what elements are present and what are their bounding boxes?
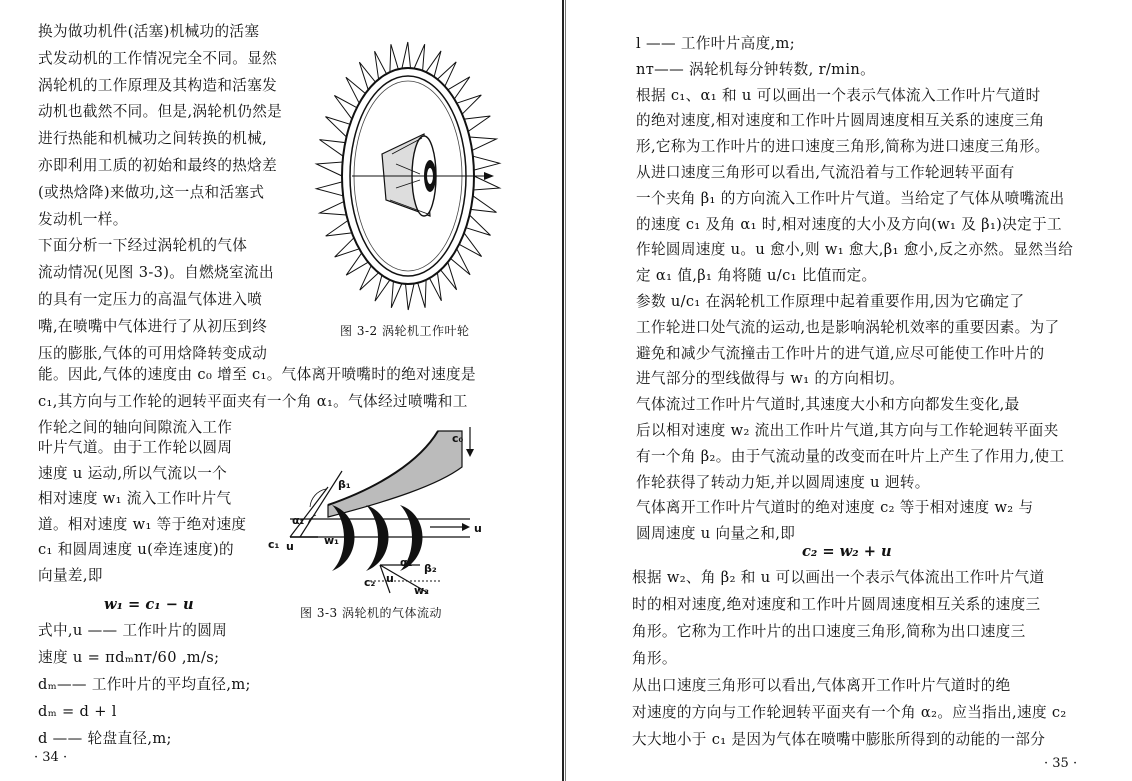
text-line: 角形。它称为工作叶片的出口速度三角形,简称为出口速度三 <box>632 623 1026 640</box>
gas-flow-figure <box>270 425 490 595</box>
text-line: 大大地小于 c₁ 是因为气体在喷嘴中膨胀所得到的动能的一部分 <box>632 731 1046 748</box>
text-line: 进行热能和机械功之间转换的机械, <box>38 130 268 148</box>
text-line: c₁,其方向与工作轮的迥转平面夹有一个角 α₁。气体经过喷嘴和工 <box>38 392 468 410</box>
text-line: 压的膨胀,气体的可用焓降转变成动 <box>38 344 268 362</box>
turbine-blade <box>391 281 402 308</box>
text-line: c₁ 和圆周速度 u(牵连速度)的 <box>38 541 234 558</box>
axis-arrow-icon <box>484 172 494 180</box>
text-line: 作轮之间的轴向间隙流入工作 <box>38 419 233 436</box>
text-line: dₘ = d + l <box>38 703 117 720</box>
text-line: 嘴,在喷嘴中气体进行了从初压到终 <box>38 317 268 335</box>
text-line: 换为做功机件(活塞)机械功的活塞 <box>38 23 260 40</box>
label-u-right: u <box>474 522 482 535</box>
text-line: 后以相对速度 w₂ 流出工作叶片气道,其方向与工作轮迥转平面夹 <box>636 422 1059 439</box>
c1-vector <box>290 487 328 537</box>
label-w1: w₁ <box>324 534 339 547</box>
text-line: 式发动机的工作情况完全不同。显然 <box>38 49 278 67</box>
text-line: 道。相对速度 w₁ 等于绝对速度 <box>38 515 247 533</box>
text-line: 流动情况(见图 3-3)。自燃烧室流出 <box>38 264 274 282</box>
text-line: 对速度的方向与工作轮迥转平面夹有一个角 α₂。应当指出,速度 c₂ <box>632 704 1067 721</box>
text-line: 涡轮机的工作原理及其构造和活塞发 <box>38 76 278 94</box>
text-line: 式中,u —— 工作叶片的圆周 <box>38 622 228 639</box>
text-line: 亦即利用工质的初始和最终的热焓差 <box>38 157 278 174</box>
figure-3-2-caption: 图 3-2 涡轮机工作叶轮 <box>340 324 470 338</box>
equation-c2: c₂ = w₂ + u <box>802 543 892 560</box>
text-line: 时的相对速度,绝对速度和工作叶片圆周速度相互关系的速度三 <box>632 596 1041 613</box>
label-c1: c₁ <box>268 538 280 551</box>
turbine-blade <box>418 280 426 308</box>
text-line: l —— 工作叶片高度,m; <box>636 35 795 52</box>
page-number-right: · 35 · <box>1044 756 1078 771</box>
text-line: 作轮圆周速度 u。u 愈小,则 w₁ 愈大,β₁ 愈小,反之亦然。显然当给 <box>636 241 1074 259</box>
turbine-blade <box>406 284 415 311</box>
label-u-left: u <box>286 540 294 553</box>
text-line: 角形。 <box>632 650 677 667</box>
turbine-blade <box>316 162 342 176</box>
label-c2: c₂ <box>364 576 376 589</box>
text-line: 发动机一样。 <box>38 210 128 228</box>
text-line: 动机也截然不同。但是,涡轮机仍然是 <box>38 103 283 121</box>
text-line: 气体离开工作叶片气道时的绝对速度 c₂ 等于相对速度 w₂ 与 <box>636 499 1034 517</box>
label-c0: c₀ <box>452 432 464 445</box>
text-line: 的具有一定压力的高温气体进入喷 <box>38 291 263 308</box>
text-line: 参数 u/c₁ 在涡轮机工作原理中起着重要作用,因为它确定了 <box>636 293 1025 310</box>
text-line: 圆周速度 u 向量之和,即 <box>636 525 796 543</box>
text-line: 从出口速度三角形可以看出,气体离开工作叶片气道时的绝 <box>632 677 1011 694</box>
label-w2: w₂ <box>414 584 429 597</box>
text-line: 向量差,即 <box>38 566 103 584</box>
label-beta2: β₂ <box>424 562 437 575</box>
text-line: 叶片气道。由于工作轮以圆周 <box>38 439 233 456</box>
turbine-blade <box>390 44 398 72</box>
text-line: 形,它称为工作叶片的进口速度三角形,简称为进口速度三角形。 <box>636 138 1050 156</box>
left-page <box>0 0 560 781</box>
text-line: nᴛ—— 涡轮机每分钟转数, r/min。 <box>636 60 876 78</box>
figure-3-3-caption: 图 3-3 涡轮机的气体流动 <box>300 606 442 620</box>
text-line: 速度 u 运动,所以气流以一个 <box>38 464 228 482</box>
turbine-blade <box>414 44 425 70</box>
text-line: 作轮获得了转动力矩,并以圆周速度 u 迥转。 <box>636 473 930 491</box>
book-spine-shadow <box>565 0 566 781</box>
text-line: 速度 u = πdₘnᴛ/60 ,m/s; <box>38 649 220 666</box>
text-line: 的绝对速度,相对速度和工作叶片圆周速度相互关系的速度三角 <box>636 112 1045 130</box>
text-line: 下面分析一下经过涡轮机的气体 <box>38 237 248 255</box>
turbine-blade <box>320 202 347 215</box>
equation-w1: w₁ = c₁ − u <box>104 596 194 613</box>
right-page <box>568 0 1132 781</box>
u-arrow-icon <box>462 523 470 531</box>
text-line: 相对速度 w₁ 流入工作叶片气 <box>38 490 232 507</box>
label-alpha2: α₂ <box>400 556 413 569</box>
label-beta1: β₁ <box>338 478 351 491</box>
book-spine <box>562 0 564 781</box>
page-number-left: · 34 · <box>34 750 68 765</box>
turbine-blade <box>471 196 497 213</box>
text-line: dₘ—— 工作叶片的平均直径,m; <box>38 676 251 693</box>
turbine-blade <box>402 42 411 69</box>
text-line: 有一个角 β₂。由于气流动量的改变而在叶片上产生了作用力,使工 <box>636 447 1065 465</box>
turbine-blade <box>316 182 343 196</box>
text-line: 工作轮进口处气流的运动,也是影响涡轮机效率的重要因素。为了 <box>636 318 1060 336</box>
text-line: 根据 c₁、α₁ 和 u 可以画出一个表示气体流入工作叶片气道时 <box>636 86 1041 104</box>
label-u-bottom: u <box>386 572 394 585</box>
text-line: 气体流过工作叶片气道时,其速度大小和方向都发生变化,最 <box>636 396 1020 414</box>
text-line: 能。因此,气体的速度由 c₀ 增至 c₁。气体离开喷嘴时的绝对速度是 <box>38 366 476 383</box>
label-alpha1: α₁ <box>292 514 305 527</box>
text-line: d —— 轮盘直径,m; <box>38 730 172 747</box>
text-line: 一个夹角 β₁ 的方向流入工作叶片气道。当给定了气体从喷嘴流出 <box>636 189 1065 207</box>
turbine-blade <box>470 137 497 150</box>
turbine-blade <box>473 156 500 170</box>
text-line: (或热焓降)来做功,这一点和活塞式 <box>38 183 265 201</box>
c0-arrow-icon <box>466 449 474 457</box>
text-line: 的速度 c₁ 及角 α₁ 时,相对速度的大小及方向(w₁ 及 β₁)决定于工 <box>636 215 1062 233</box>
turbine-blade <box>320 140 346 157</box>
text-line: 根据 w₂、角 β₂ 和 u 可以画出一个表示气体流出工作叶片气道 <box>632 569 1045 586</box>
text-line: 进气部分的型线做得与 w₁ 的方向相切。 <box>636 370 905 388</box>
rotor-blade <box>366 505 389 571</box>
text-line: 从进口速度三角形可以看出,气流沿着与工作轮迥转平面有 <box>636 164 1015 181</box>
turbine-wheel-figure <box>312 24 512 314</box>
text-line: 定 α₁ 值,β₁ 角将随 u/c₁ 比值而定。 <box>636 267 877 285</box>
text-line: 避免和减少气流撞击工作叶片的进气道,应尽可能使工作叶片的 <box>636 344 1045 362</box>
